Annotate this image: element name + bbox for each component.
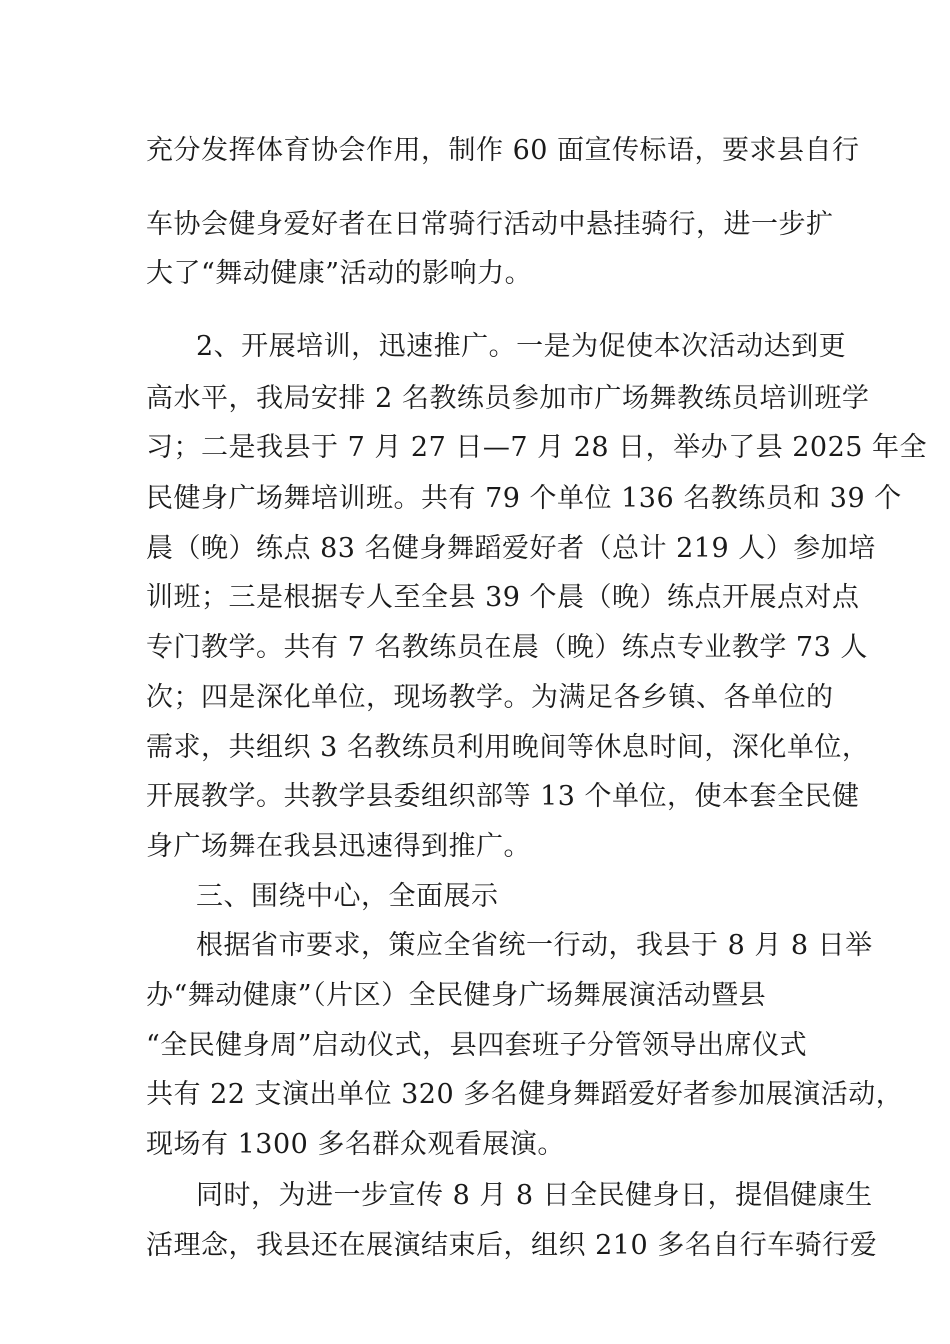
text-line: 共有 22 支演出单位 320 多名健身舞蹈爱好者参加展演活动， — [146, 1079, 904, 1110]
text-line: 办“舞动健康”（片区）全民健身广场舞展演活动暨县 — [146, 980, 767, 1011]
text-line: 高水平，我局安排 2 名教练员参加市广场舞教练员培训班学 — [146, 383, 870, 414]
text-line: 活理念，我县还在展演结束后，组织 210 多名自行车骑行爱 — [146, 1230, 878, 1261]
text-line: 习；二是我县于 7 月 27 日—7 月 28 日，举办了县 2025 年全 — [146, 432, 928, 463]
text-line: 需求，共组织 3 名教练员利用晚间等休息时间，深化单位， — [146, 732, 870, 763]
text-line: 2、开展培训，迅速推广。一是为促使本次活动达到更 — [196, 331, 847, 362]
text-line: 身广场舞在我县迅速得到推广。 — [146, 831, 531, 862]
text-line: 民健身广场舞培训班。共有 79 个单位 136 名教练员和 39 个 — [146, 483, 902, 514]
text-line: 开展教学。共教学县委组织部等 13 个单位，使本套全民健 — [146, 781, 860, 812]
text-line: 晨（晚）练点 83 名健身舞蹈爱好者（总计 219 人）参加培 — [146, 533, 876, 564]
text-line: 大了“舞动健康”活动的影响力。 — [146, 258, 533, 289]
text-line: 车协会健身爱好者在日常骑行活动中悬挂骑行，进一步扩 — [146, 209, 834, 240]
text-line: 根据省市要求，策应全省统一行动，我县于 8 月 8 日举 — [196, 930, 873, 961]
text-line: 同时，为进一步宣传 8 月 8 日全民健身日，提倡健康生 — [196, 1180, 873, 1211]
text-line: 充分发挥体育协会作用，制作 60 面宣传标语，要求县自行 — [146, 135, 860, 166]
text-line: 训班；三是根据专人至全县 39 个晨（晚）练点开展点对点 — [146, 582, 860, 613]
text-line: 现场有 1300 多名群众观看展演。 — [146, 1129, 565, 1160]
text-line: “全民健身周”启动仪式，县四套班子分管领导出席仪式 — [146, 1030, 808, 1061]
text-line: 次；四是深化单位，现场教学。为满足各乡镇、各单位的 — [146, 682, 834, 713]
text-line: 专门教学。共有 7 名教练员在晨（晚）练点专业教学 73 人 — [146, 632, 868, 663]
section-heading: 三、围绕中心，全面展示 — [196, 881, 499, 912]
